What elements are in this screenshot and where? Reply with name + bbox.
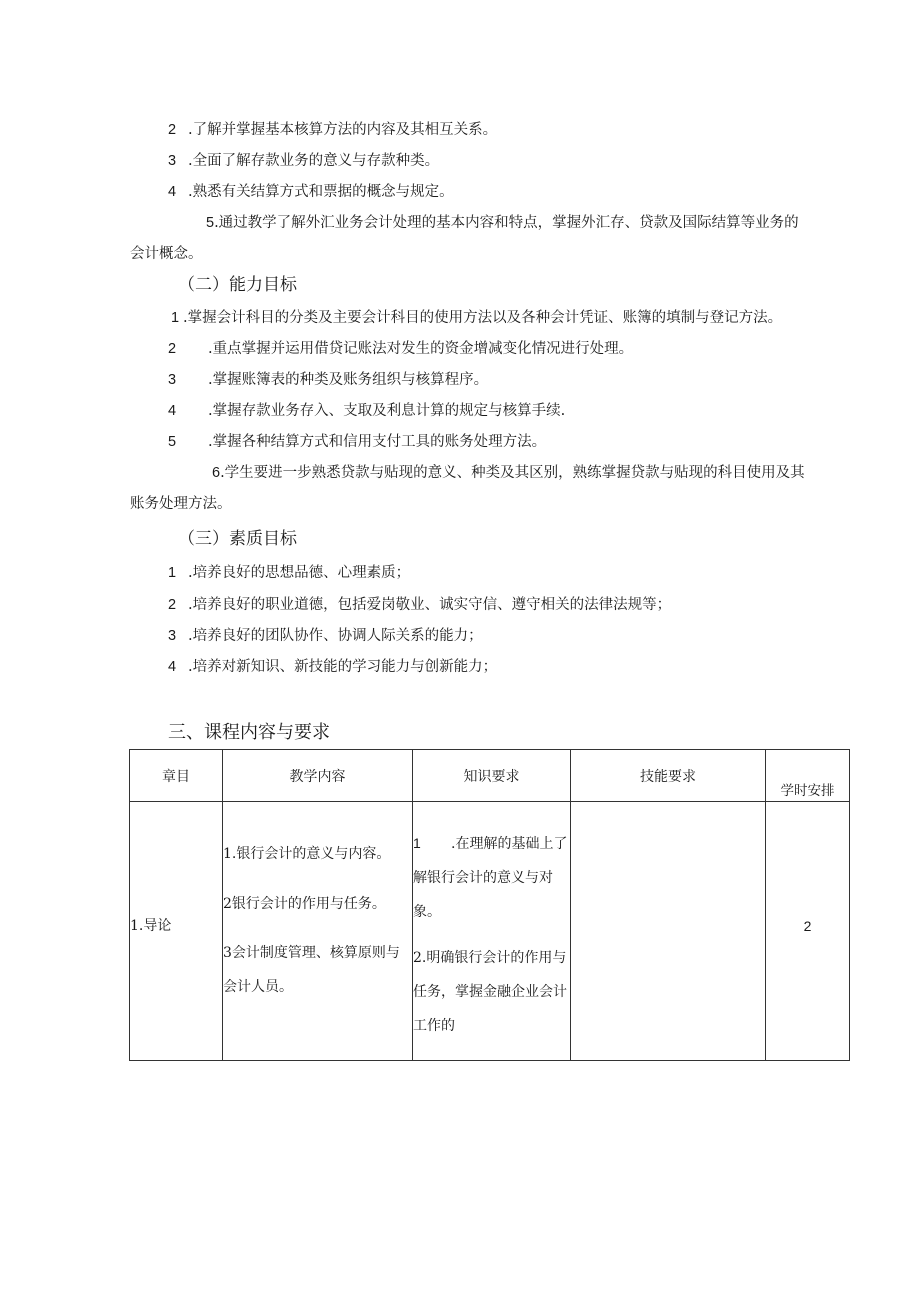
header-content: 教学内容 xyxy=(223,750,413,802)
item-text: .掌握会计科目的分类及主要会计科目的使用方法以及各种会计凭证、账簿的填制与登记方法。 xyxy=(183,310,783,326)
item-text: .通过教学了解外汇业务会计处理的基本内容和特点，掌握外汇存、贷款及国际结算等业务的会计概念。 xyxy=(130,215,799,262)
course-content-table xyxy=(129,749,850,1061)
content-item-3: 3会计制度管理、核算原则与会计人员。 xyxy=(223,945,400,995)
quality-item-4 xyxy=(168,657,497,677)
knowledge-item-2 xyxy=(168,120,497,140)
item-number: 3 xyxy=(168,372,177,388)
quality-item-3 xyxy=(168,626,483,646)
item-text: .培养良好的思想品德、心理素质； xyxy=(188,565,411,581)
item-text: .培养良好的职业道德，包括爱岗敬业、诚实守信、遵守相关的法律法规等； xyxy=(188,597,672,613)
ability-heading: （二）能力目标 xyxy=(178,275,297,295)
item-text: .学生要进一步熟悉贷款与贴现的意义、种类及其区别，熟练掌握贷款与贴现的科目使用及其账务处理方法。 xyxy=(130,465,805,512)
header-knowledge: 知识要求 xyxy=(413,750,571,802)
ability-item-1 xyxy=(171,308,782,328)
item-number: 4 xyxy=(168,403,177,419)
item-number: 6 xyxy=(212,465,221,481)
item-number: 3 xyxy=(168,153,177,169)
header-skills: 技能要求 xyxy=(571,750,766,802)
hours-value: 2 xyxy=(803,918,812,934)
cell-skills xyxy=(571,802,766,1061)
section-title: 三、课程内容与要求 xyxy=(168,722,330,743)
item-number: 4 xyxy=(168,659,177,675)
knowledge-item-5 xyxy=(130,208,810,270)
item-number: 2 xyxy=(168,597,177,613)
table-header-row xyxy=(130,750,850,802)
item-text: .培养对新知识、新技能的学习能力与创新能力； xyxy=(188,659,498,675)
knowledge-req-2: 2.明确银行会计的作用与任务，掌握金融企业会计工作的 xyxy=(413,950,567,1034)
ability-item-2 xyxy=(168,339,633,359)
ability-item-4 xyxy=(168,401,565,421)
knowledge-req-number: 1 xyxy=(413,835,421,851)
knowledge-req-1 xyxy=(413,826,570,929)
item-number: 1 xyxy=(171,310,180,326)
header-hours: 学时安排 xyxy=(766,750,850,802)
knowledge-req-text: .在理解的基础上了解银行会计的意义与对象。 xyxy=(413,836,568,920)
cell-hours xyxy=(766,802,850,1061)
ability-item-6 xyxy=(130,458,810,520)
item-text: .了解并掌握基本核算方法的内容及其相互关系。 xyxy=(188,122,498,138)
quality-heading: （三）素质目标 xyxy=(178,529,297,549)
quality-item-2 xyxy=(168,595,671,615)
knowledge-item-4 xyxy=(168,182,454,202)
item-text: .全面了解存款业务的意义与存款种类。 xyxy=(188,153,440,169)
cell-knowledge xyxy=(413,802,571,1061)
item-text: .掌握账簿表的种类及账务组织与核算程序。 xyxy=(208,372,489,388)
quality-item-1 xyxy=(168,563,410,583)
item-text: .熟悉有关结算方式和票据的概念与规定。 xyxy=(188,184,454,200)
item-text: .掌握存款业务存入、支取及利息计算的规定与核算手续. xyxy=(208,403,566,419)
table-row xyxy=(130,802,850,1061)
ability-item-3 xyxy=(168,370,488,390)
item-number: 2 xyxy=(168,122,177,138)
item-number: 1 xyxy=(168,565,177,581)
ability-item-5 xyxy=(168,432,546,452)
item-number: 5 xyxy=(168,434,177,450)
cell-content xyxy=(223,802,413,1061)
item-number: 5 xyxy=(206,215,215,231)
chapter-label: 1.导论 xyxy=(130,918,172,934)
content-item-2: 2银行会计的作用与任务。 xyxy=(223,896,386,912)
cell-chapter xyxy=(130,802,223,1061)
item-number: 2 xyxy=(168,341,177,357)
header-chapter: 章目 xyxy=(130,750,223,802)
item-text: .培养良好的团队协作、协调人际关系的能力； xyxy=(188,628,483,644)
item-number: 3 xyxy=(168,628,177,644)
content-item-1: 1.银行会计的意义与内容。 xyxy=(223,846,391,862)
item-text: .掌握各种结算方式和信用支付工具的账务处理方法。 xyxy=(208,434,547,450)
item-number: 4 xyxy=(168,184,177,200)
item-text: .重点掌握并运用借贷记账法对发生的资金增减变化情况进行处理。 xyxy=(208,341,634,357)
knowledge-item-3 xyxy=(168,151,439,171)
